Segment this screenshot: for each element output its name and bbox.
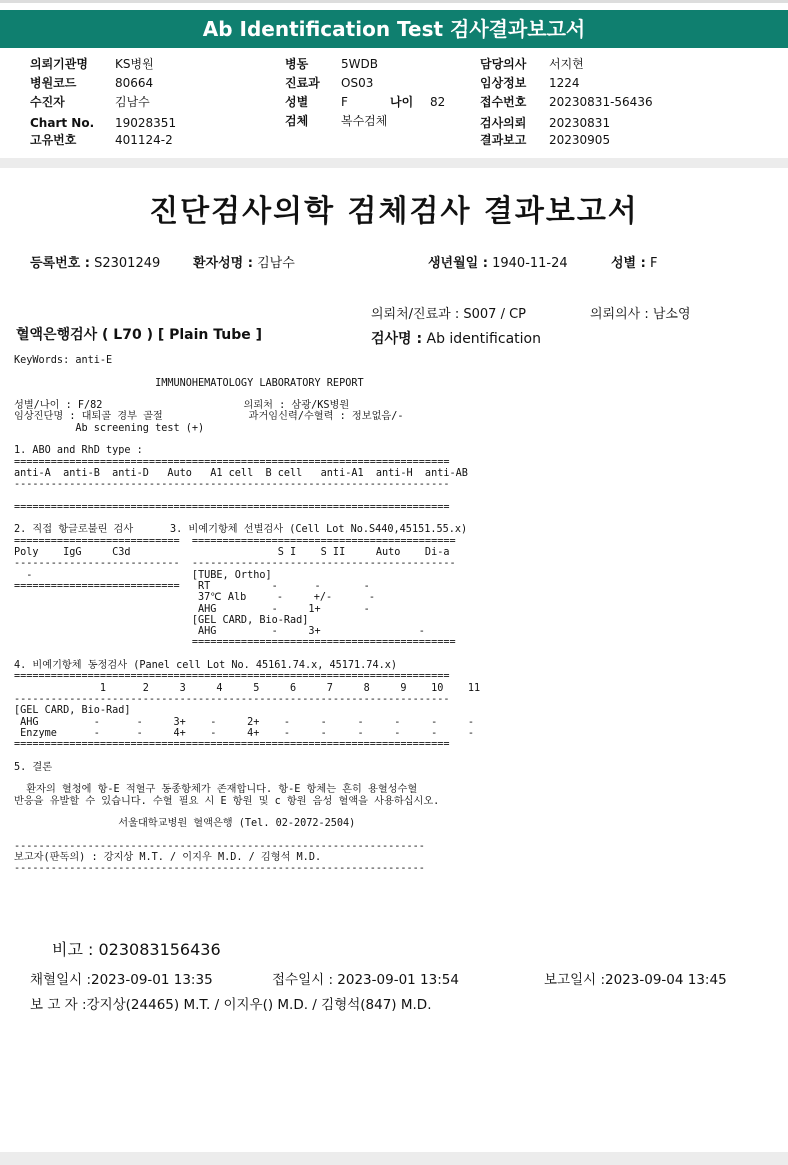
lab-line: 반응을 유발할 수 있습니다. 수혈 필요 시 E 항원 및 c 항원 음성 혈액을 사용하십시오.	[14, 795, 440, 807]
lab-line: 서울대학교병원 혈액은행 (Tel. 02-2072-2504)	[14, 818, 356, 830]
lab-line: -----------------------------------------------------------------------	[14, 479, 450, 491]
lab-line: anti-A anti-B anti-D Auto A1 cell B cell anti-A1 anti-H anti-AB	[14, 467, 468, 479]
lab-line: Poly IgG C3d S I S II Auto Di-a	[14, 547, 450, 559]
info-value: 1224	[549, 76, 580, 90]
info-label: 검사의뢰	[480, 116, 527, 130]
info-value: 401124-2	[115, 133, 173, 147]
info-label: 담당의사	[480, 57, 527, 71]
lab-line: KeyWords: anti-E	[14, 355, 113, 366]
info-value: F	[341, 95, 348, 109]
info-label: 병원코드	[30, 76, 77, 90]
section-heading: 혈액은행검사 ( L70 ) [ Plain Tube ]	[16, 327, 263, 343]
info-label: 성별	[285, 95, 309, 109]
lab-line	[14, 829, 480, 840]
lab-line: 4. 비예기항체 동정검사 (Panel cell Lot No. 45161.74.x, 45171.74.x)	[14, 660, 397, 672]
lab-line: 2. 직접 항글로불린 검사 3. 비예기항체 선별검사 (Cell Lot No.S440,45151.55.x)	[14, 524, 468, 536]
lab-line	[14, 513, 480, 524]
lab-line	[14, 434, 480, 445]
birth-date: 생년월일 : 1940-11-24	[428, 256, 568, 271]
info-label: 검체	[285, 114, 309, 128]
lab-line: =======================================================================	[14, 739, 450, 751]
lab-line: =======================================================================	[14, 501, 450, 513]
info-value: 복수검체	[341, 114, 388, 128]
lab-line: [GEL CARD, Bio-Rad]	[14, 614, 309, 626]
lab-line: AHG - - 3+ - 2+ - - - - - -	[14, 716, 475, 728]
lab-line: ===========================================	[14, 637, 456, 649]
note: 비고 : 023083156436	[52, 940, 221, 959]
report-time: 보고일시 :2023-09-04 13:45	[544, 972, 727, 988]
lab-line: -------------------------------------------------------------------	[14, 863, 425, 875]
lab-report-body	[14, 355, 480, 875]
lab-line: 임상진단명 : 대퇴골 경부 골절 과거임신력/수혈력 : 정보없음/-	[14, 411, 404, 423]
lab-line: [GEL CARD, Bio-Rad]	[14, 705, 131, 717]
lab-line: IMMUNOHEMATOLOGY LABORATORY REPORT	[14, 377, 364, 389]
patient-sex: 성별 : F	[611, 256, 658, 271]
receipt-time: 접수일시 : 2023-09-01 13:54	[272, 972, 459, 988]
info-value: OS03	[341, 76, 374, 90]
lab-line: =========================== ===========================================	[14, 535, 456, 547]
reporters: 보 고 자 :강지상(24465) M.T. / 이지우() M.D. / 김형석(847) M.D.	[30, 997, 432, 1013]
lab-line	[14, 389, 480, 400]
lab-line	[14, 491, 480, 502]
info-value: 김남수	[115, 95, 150, 109]
info-label: 접수번호	[480, 95, 527, 109]
lab-line: 1 2 3 4 5 6 7 8 9 10 11	[14, 682, 481, 694]
info-label: 결과보고	[480, 133, 527, 147]
lab-line: Enzyme - - 4+ - 4+ - - - - - -	[14, 727, 475, 739]
lab-line: 환자의 혈청에 항-E 적혈구 동종항체가 존재합니다. 항-E 항체는 흔히 용혈성수혈	[14, 784, 418, 796]
info-label: 나이	[390, 95, 414, 109]
info-value: 19028351	[115, 116, 177, 130]
header-title: Ab Identification Test 검사결과보고서	[202, 17, 586, 41]
top-rule	[0, 0, 788, 3]
lab-line: 1. ABO and RhD type :	[14, 445, 143, 457]
lab-line: - [TUBE, Ortho]	[14, 569, 272, 581]
lab-line	[14, 773, 480, 784]
info-label: Chart No.	[30, 116, 95, 130]
info-value: 5WDB	[341, 57, 378, 71]
info-value: 82	[430, 95, 446, 109]
info-value: 서지현	[549, 57, 584, 71]
info-value: 20230831	[549, 116, 611, 130]
info-label: 병동	[285, 57, 309, 71]
info-label: 의뢰기관명	[30, 57, 88, 71]
test-name: 검사명 : Ab identification	[371, 331, 541, 347]
lab-line	[14, 649, 480, 660]
info-value: 20230831-56436	[549, 95, 653, 109]
lab-line: 성별/나이 : F/82 의뢰처 : 삼광/KS병원	[14, 400, 350, 412]
lab-line	[14, 807, 480, 818]
lab-line: =======================================================================	[14, 456, 450, 468]
info-label: 진료과	[285, 76, 320, 90]
section-divider	[0, 158, 788, 168]
info-value: KS병원	[115, 57, 154, 71]
lab-line: Ab screening test (+)	[14, 422, 205, 434]
requesting-dept: 의뢰처/진료과 : S007 / CP	[371, 307, 526, 322]
lab-line: AHG - 1+ -	[14, 603, 370, 615]
lab-line	[14, 366, 480, 377]
info-value: 20230905	[549, 133, 611, 147]
bottom-bar	[0, 1152, 788, 1165]
lab-line: 보고자(판독의) : 강지상 M.T. / 이지우 M.D. / 김형석 M.D.	[14, 852, 322, 864]
lab-line: =======================================================================	[14, 671, 450, 683]
lab-line: =========================== RT - - -	[14, 580, 370, 592]
lab-line	[14, 750, 480, 761]
lab-line: AHG - 3+ -	[14, 626, 425, 638]
info-label: 고유번호	[30, 133, 77, 147]
info-label: 임상정보	[480, 76, 527, 90]
collection-time: 채혈일시 :2023-09-01 13:35	[30, 972, 213, 988]
reg-number: 등록번호 : S2301249	[30, 256, 161, 271]
lab-line: -------------------------------------------------------------------	[14, 840, 425, 852]
lab-line: 5. 결론	[14, 761, 53, 773]
requesting-doctor: 의뢰의사 : 남소영	[590, 307, 691, 322]
patient-name: 환자성명 : 김남수	[193, 256, 295, 271]
info-label: 수진자	[30, 95, 65, 109]
info-value: 80664	[115, 76, 154, 90]
lab-line: 37℃ Alb - +/- -	[14, 592, 376, 604]
lab-line: --------------------------- -------------------------------------------	[14, 558, 456, 570]
report-title: 진단검사의학 검체검사 결과보고서	[149, 194, 639, 229]
header-banner	[0, 10, 788, 48]
lab-line: -----------------------------------------------------------------------	[14, 693, 450, 705]
